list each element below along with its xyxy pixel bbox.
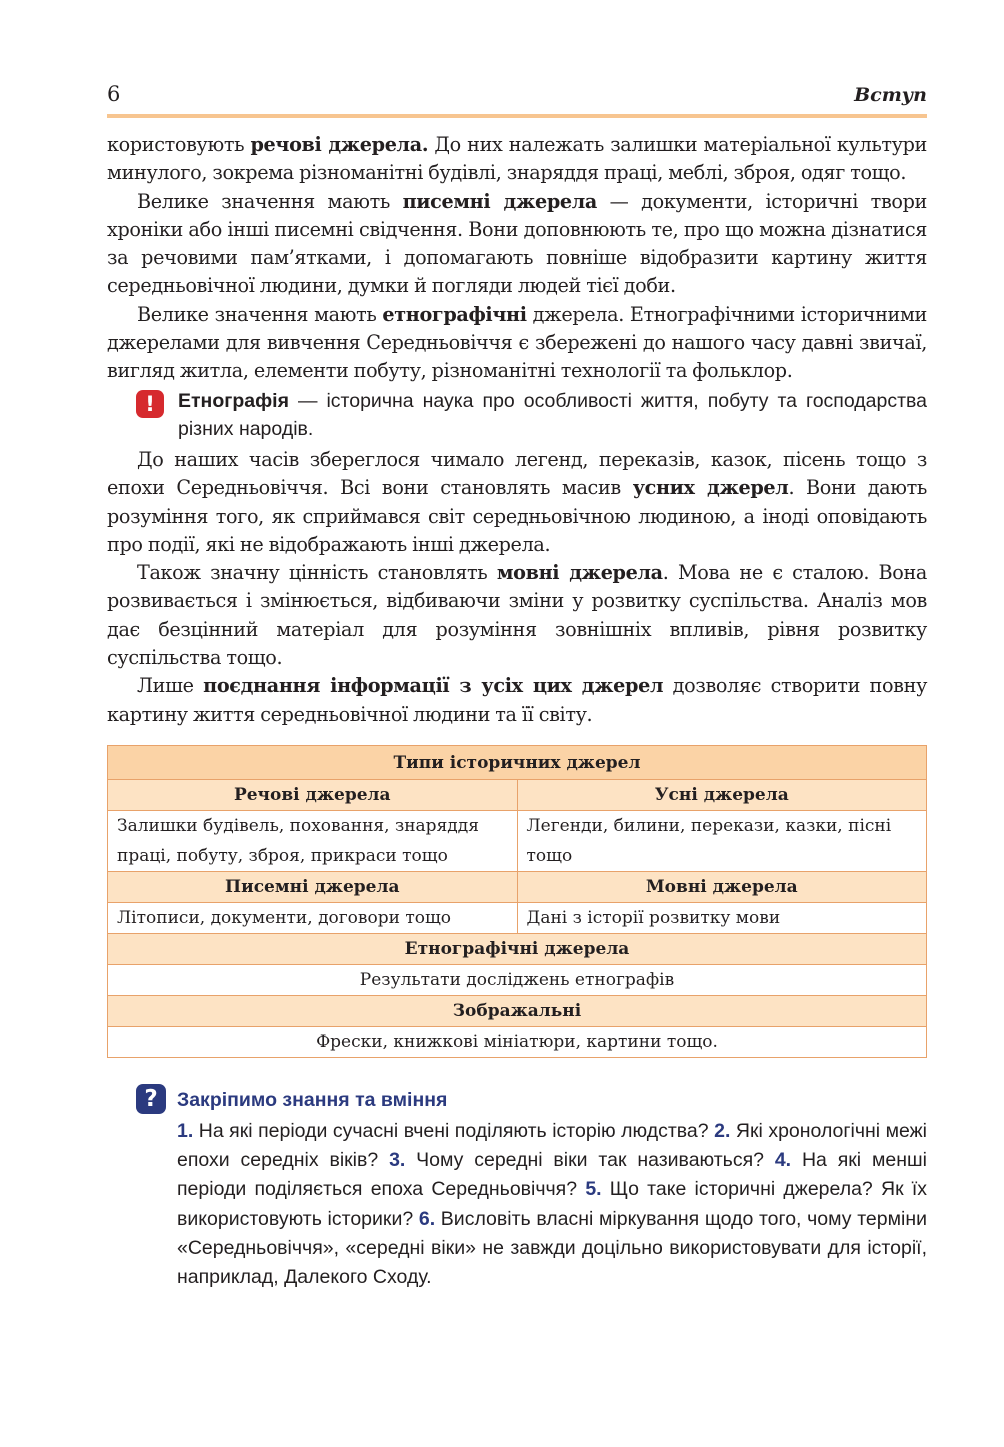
table-header-written: Писемні джерела	[108, 872, 518, 903]
term-ethnographic-sources: етнографічні	[382, 302, 527, 326]
table-header-material: Речові джерела	[108, 780, 518, 811]
table-header-oral: Усні джерела	[517, 780, 927, 811]
table-cell-ethnographic: Результати досліджень етнографів	[108, 965, 927, 996]
exclamation-icon: !	[136, 390, 164, 418]
table-header-ethnographic: Етнографічні джерела	[108, 934, 927, 965]
table-header-visual: Зображальні	[108, 996, 927, 1027]
table-cell-language: Дані з історії розвитку мови	[517, 903, 927, 934]
question-text: Висловіть власні міркування щодо того, чому терміни «Середньовіччя», «середні віки» не завжди доцільно використовувати для історії, наприклад, Далекого Сходу.	[177, 1207, 927, 1289]
table-cell-material: Залишки будівель, поховання, знаряддя праці, побуту, зброя, прикраси тощо	[108, 811, 518, 872]
table-cell-written: Літописи, документи, договори тощо	[108, 903, 518, 934]
definition-term: Етнографія	[178, 390, 289, 412]
question-number: 2.	[714, 1120, 731, 1142]
question-text: Чому середні віки так називаються?	[405, 1149, 775, 1172]
paragraph-material-sources: користовують речові джерела. До них належать залишки матеріальної культури минулого, зокрема різноманітні будівлі, знаряддя праці, меблі, зброя, одяг тощо.	[107, 133, 927, 185]
table-cell-visual: Фрески, книжкові мініатюри, картини тощо.	[108, 1027, 927, 1058]
body-text-bottom	[107, 446, 927, 729]
body-text-top	[107, 131, 927, 386]
question-number: 6.	[418, 1207, 436, 1230]
term-oral-sources: усних джерел	[632, 476, 789, 500]
question-text: Що таке історичні джерела? Як їх використовують історики?	[177, 1178, 927, 1230]
question-number: 4.	[774, 1149, 792, 1172]
paragraph-oral-sources: До наших часів збереглося чимало легенд, переказів, казок, пісень тощо з епохи Середньовіччя. Всі вони становлять масив усних джерел. Вони дають розуміння того, як сприймався світ середньовічною людиною, а іноді оповідають про події, які не відображають інші джерела.	[107, 448, 927, 556]
term-language-sources: мовні джерела	[496, 561, 663, 585]
paragraph-combination: Лише поєднання інформації з усіх цих джерел дозволяє створити повну картину життя середньовічної людини та її світу.	[107, 674, 928, 726]
paragraph-language-sources: Також значну цінність становлять мовні джерела. Мова не є сталою. Вона розвивається і змінюється, відбиваючи зміни у розвитку суспільства. Аналіз мов дає безцінний матеріал для розуміння зовнішніх впливів, рівня розвитку суспільства тощо.	[107, 561, 927, 670]
question-text: На які менші періоди поділяється епоха Середньовіччя?	[177, 1149, 927, 1201]
paragraph-ethnographic-sources: Велике значення мають етнографічні джерела. Етнографічними історичними джерелами для вивчення Середньовіччя є збережені до нашого часу давні звичаї, вигляд житла, елементи побуту, різноманітні технології та фольклор.	[107, 302, 927, 383]
review-title: Закріпимо знання та вміння	[177, 1089, 448, 1111]
question-number: 3.	[389, 1149, 406, 1172]
question-icon: ?	[136, 1084, 166, 1114]
question-text: Які хронологічні межі епохи середніх віків?	[177, 1120, 927, 1172]
question-number: 1.	[177, 1120, 194, 1142]
question-text: На які періоди сучасні вчені поділяють історію людства?	[193, 1120, 715, 1142]
table-title: Типи історичних джерел	[108, 746, 927, 780]
page-number: 6	[107, 82, 121, 106]
review-questions-text	[177, 1117, 927, 1292]
header-rule	[107, 114, 927, 118]
table-header-language: Мовні джерела	[517, 872, 927, 903]
section-title: Вступ	[854, 84, 927, 106]
definition-text: Етнографія — історична наука про особливості життя, побуту та господарства різних народів.	[178, 390, 927, 440]
term-material-sources: речові джерела.	[250, 133, 429, 156]
question-number: 5.	[585, 1178, 602, 1201]
paragraph-written-sources: Велике значення мають писемні джерела — документи, історичні твори хроніки або інші писемні свідчення. Вони доповнюють те, про що можна дізнатися за речовими пам’ятками, і допомагають повніше відобразити картину життя середньовічної людини, думки й погляди людей тієї доби.	[107, 189, 927, 298]
term-written-sources: писемні джерела	[402, 189, 598, 213]
term-combination: поєднання інформації з усіх цих джерел	[203, 674, 664, 698]
table-cell-oral: Легенди, билини, перекази, казки, пісні тощо	[517, 811, 927, 872]
page-header	[107, 82, 927, 114]
source-types-table	[107, 745, 927, 1058]
